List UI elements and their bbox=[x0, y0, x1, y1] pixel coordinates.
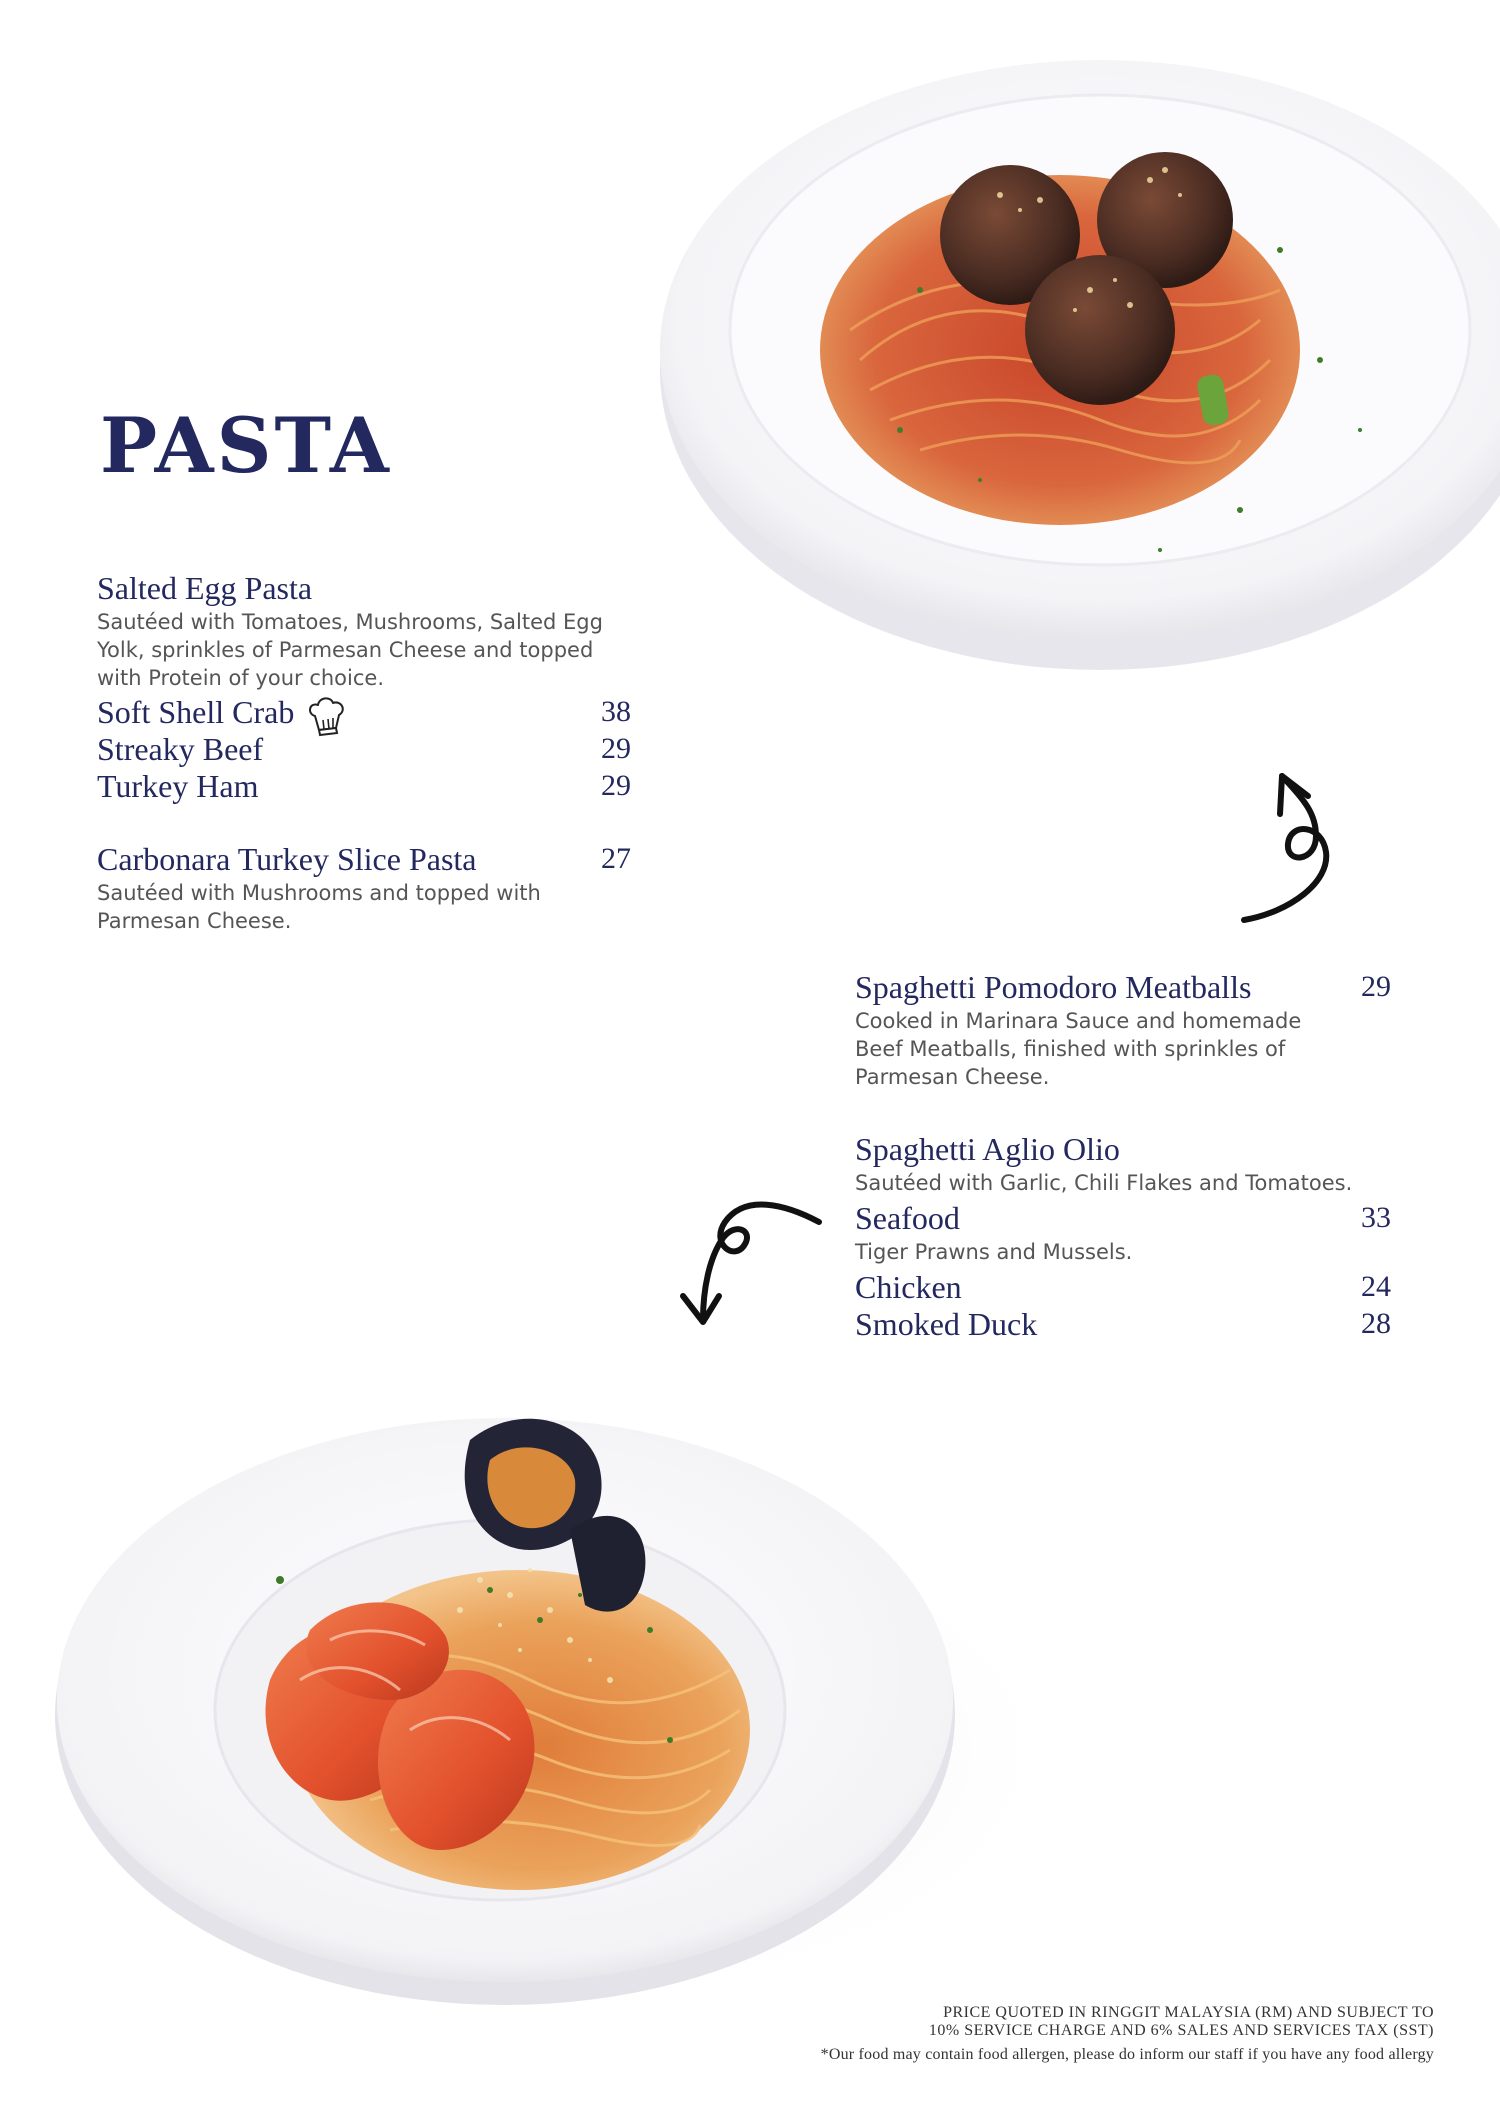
item-price: 29 bbox=[1361, 970, 1391, 1003]
option-name: Turkey Ham bbox=[97, 768, 259, 804]
option-seafood bbox=[855, 1200, 1391, 1266]
option-smoked-duck bbox=[855, 1306, 1391, 1342]
option-name: Soft Shell Crab bbox=[97, 694, 295, 730]
item-name: Salted Egg Pasta bbox=[97, 570, 313, 606]
seafood-plate-image bbox=[50, 1380, 1090, 2040]
option-streaky-beef bbox=[97, 731, 631, 767]
option-name: Chicken bbox=[855, 1269, 962, 1305]
option-price: 29 bbox=[601, 769, 631, 802]
option-price: 38 bbox=[601, 695, 631, 728]
footer-allergy-note: *Our food may contain food allergen, please do inform our staff if you have any food allergy bbox=[820, 2046, 1434, 2063]
item-name: Spaghetti Aglio Olio bbox=[855, 1131, 1120, 1167]
item-price: 27 bbox=[601, 842, 631, 875]
option-price: 29 bbox=[601, 732, 631, 765]
footer-notice bbox=[821, 2004, 1434, 2064]
footer-price-line-1: PRICE QUOTED IN RINGGIT MALAYSIA (RM) AND SUBJECT TO bbox=[943, 2004, 1434, 2021]
menu-item-spaghetti-aglio-olio bbox=[855, 1131, 1391, 1197]
option-name: Smoked Duck bbox=[855, 1306, 1038, 1342]
footer-price-line-2: 10% SERVICE CHARGE AND 6% SALES AND SERVICES TAX (SST) bbox=[928, 2022, 1434, 2039]
option-chicken bbox=[855, 1269, 1391, 1305]
meatball-plate-image bbox=[620, 30, 1500, 710]
option-name: Streaky Beef bbox=[97, 731, 264, 767]
option-soft-shell-crab bbox=[97, 694, 631, 730]
menu-item-spaghetti-pomodoro bbox=[855, 969, 1391, 1091]
item-name: Carbonara Turkey Slice Pasta bbox=[97, 841, 477, 877]
option-price: 33 bbox=[1361, 1201, 1391, 1234]
menu-item-carbonara bbox=[97, 841, 631, 935]
option-price: 24 bbox=[1361, 1270, 1391, 1303]
menu-item-salted-egg-pasta bbox=[97, 570, 637, 692]
curly-arrow-up-icon bbox=[1230, 762, 1340, 937]
item-description: Sautéed with Tomatoes, Mushrooms, Salted Egg Yolk, sprinkles of Parmesan Cheese and topped with Protein of your choice. bbox=[97, 610, 603, 690]
curly-arrow-down-icon bbox=[675, 1192, 825, 1337]
item-name: Spaghetti Pomodoro Meatballs bbox=[855, 969, 1252, 1005]
page-title: PASTA bbox=[100, 401, 392, 490]
option-name: Seafood bbox=[855, 1200, 960, 1236]
item-description: Cooked in Marinara Sauce and homemade Beef Meatballs, finished with sprinkles of Parmesan Cheese. bbox=[855, 1009, 1302, 1089]
option-turkey-ham bbox=[97, 768, 631, 804]
item-description: Sautéed with Garlic, Chili Flakes and Tomatoes. bbox=[855, 1171, 1353, 1195]
option-price: 28 bbox=[1361, 1307, 1391, 1340]
option-description: Tiger Prawns and Mussels. bbox=[855, 1240, 1133, 1264]
item-description: Sautéed with Mushrooms and topped with Parmesan Cheese. bbox=[97, 881, 541, 933]
